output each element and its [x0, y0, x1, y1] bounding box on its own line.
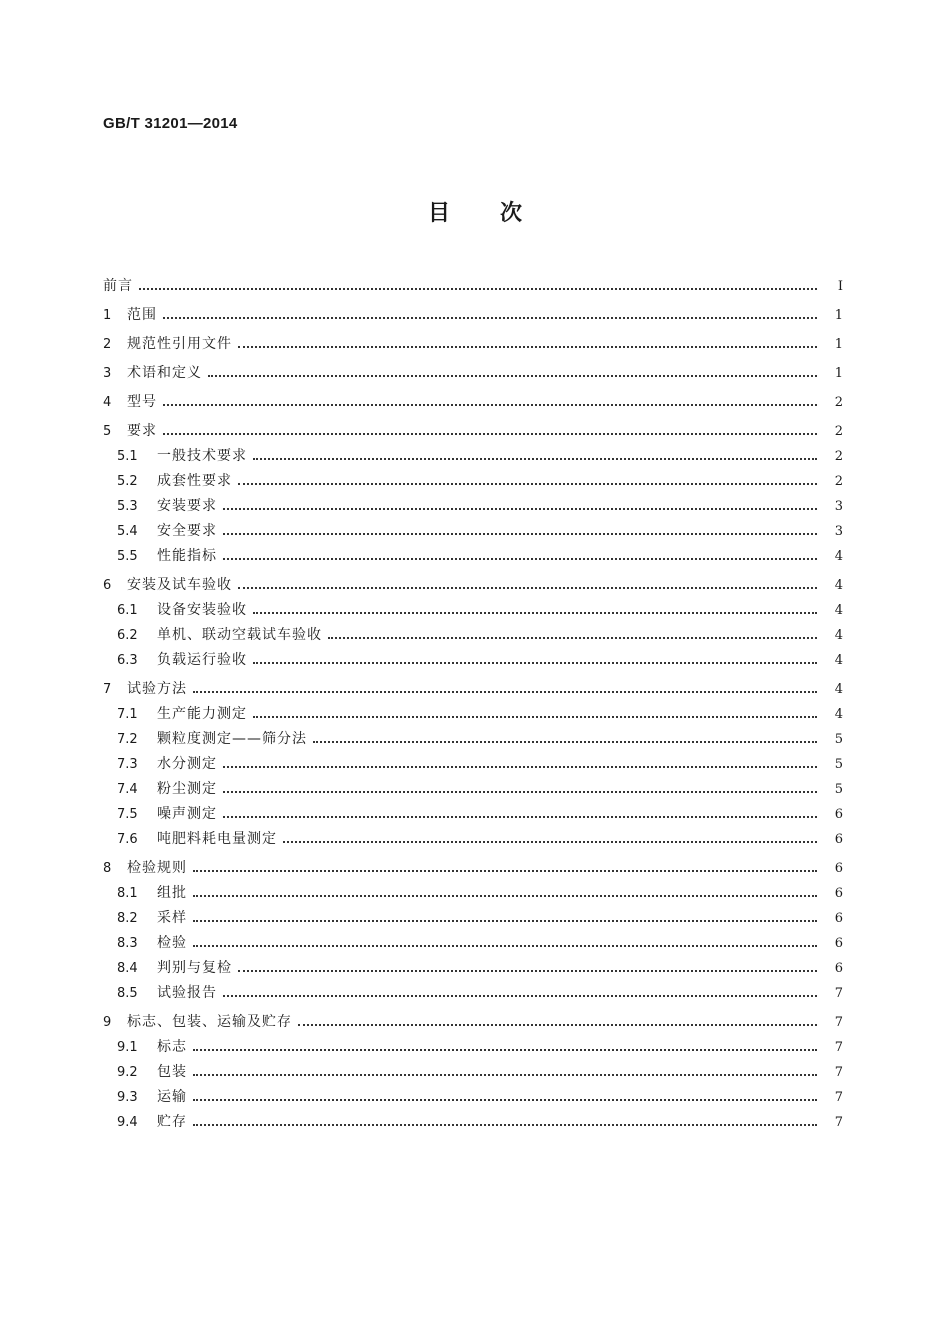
toc-entry[interactable] [103, 702, 843, 727]
toc-entry-number: 1 [103, 308, 112, 323]
dot-leader [253, 457, 817, 460]
toc-entry-number: 5 [103, 424, 112, 439]
toc-entry-page: 7 [834, 1040, 843, 1055]
toc-entry[interactable] [103, 1035, 843, 1060]
toc-entry-number: 4 [103, 395, 112, 410]
toc-entry-number: 9.1 [117, 1040, 138, 1055]
toc-entry-page: 5 [834, 782, 843, 797]
toc-entry[interactable] [103, 1060, 843, 1085]
toc-entry-page: 6 [834, 911, 843, 926]
dot-leader [238, 482, 817, 485]
toc-entry[interactable] [103, 386, 843, 415]
dot-leader [253, 611, 817, 614]
toc-entry-page: 4 [834, 707, 843, 722]
dot-leader [313, 740, 817, 743]
toc-entry-page: 6 [834, 861, 843, 876]
toc-entry-title: 型号 [127, 394, 157, 410]
toc-entry-title: 判别与复检 [157, 960, 232, 976]
dot-leader [193, 1098, 817, 1101]
toc-entry-page: 2 [834, 474, 843, 489]
toc-entry-page: 6 [834, 886, 843, 901]
toc-entry[interactable] [103, 956, 843, 981]
toc-entry-number: 6.1 [117, 603, 138, 618]
toc-entry-page: 3 [834, 524, 843, 539]
toc-entry-title: 颗粒度测定——筛分法 [157, 731, 307, 747]
dot-leader [193, 869, 817, 872]
toc-entry-number: 8.2 [117, 911, 138, 926]
dot-leader [253, 661, 817, 664]
toc-entry-title: 设备安装验收 [157, 602, 247, 618]
toc-entry-page: 1 [834, 308, 843, 323]
toc-entry-title: 包装 [157, 1064, 187, 1080]
toc-entry-number: 6.2 [117, 628, 138, 643]
toc-entry-page: 7 [834, 1065, 843, 1080]
toc-entry[interactable] [103, 802, 843, 827]
dot-leader [193, 894, 817, 897]
toc-entry[interactable] [103, 673, 843, 702]
dot-leader [193, 690, 817, 693]
dot-leader [163, 432, 817, 435]
toc-entry[interactable] [103, 415, 843, 444]
toc-entry[interactable] [103, 328, 843, 357]
toc-entry-number: 5.5 [117, 549, 138, 564]
toc-entry-title: 生产能力测定 [157, 706, 247, 722]
toc-entry-number: 8 [103, 861, 112, 876]
toc-entry-page: 5 [834, 757, 843, 772]
toc-entry-page: 2 [834, 395, 843, 410]
toc-entry-title: 运输 [157, 1089, 187, 1105]
toc-entry-title: 吨肥料耗电量测定 [157, 831, 277, 847]
dot-leader [193, 1048, 817, 1051]
dot-leader [328, 636, 817, 639]
dot-leader [253, 715, 817, 718]
toc-entry-page: 7 [834, 1115, 843, 1130]
toc-entry-title: 安全要求 [157, 523, 217, 539]
toc-entry-title: 前言 [103, 278, 133, 294]
toc-entry[interactable] [103, 852, 843, 881]
toc-entry[interactable] [103, 623, 843, 648]
dot-leader [238, 586, 817, 589]
toc-entry-page: 7 [834, 986, 843, 1001]
toc-entry[interactable] [103, 444, 843, 469]
dot-leader [163, 403, 817, 406]
toc-entry-title: 成套性要求 [157, 473, 232, 489]
toc-entry-page: 5 [834, 732, 843, 747]
toc-entry-title: 范围 [127, 307, 157, 323]
toc-entry-number: 6.3 [117, 653, 138, 668]
toc-entry-number: 8.1 [117, 886, 138, 901]
toc-entry-page: 4 [834, 578, 843, 593]
toc-entry[interactable] [103, 727, 843, 752]
toc-entry-number: 7.4 [117, 782, 138, 797]
toc-entry-number: 7.6 [117, 832, 138, 847]
dot-leader [193, 1073, 817, 1076]
toc-entry-number: 7.1 [117, 707, 138, 722]
toc-entry-title: 规范性引用文件 [127, 336, 232, 352]
toc-entry-title: 试验方法 [127, 681, 187, 697]
toc-entry[interactable] [103, 569, 843, 598]
toc-entry-page: 6 [834, 936, 843, 951]
toc-entry-number: 9 [103, 1015, 112, 1030]
toc-entry-title: 标志、包装、运输及贮存 [127, 1014, 292, 1030]
toc-entry[interactable] [103, 270, 843, 299]
toc-entry-page: Ⅰ [837, 279, 843, 294]
dot-leader [223, 532, 817, 535]
toc-entry-title: 标志 [157, 1039, 187, 1055]
toc-entry[interactable] [103, 777, 843, 802]
toc-entry-number: 7.2 [117, 732, 138, 747]
dot-leader [193, 944, 817, 947]
toc-entry-page: 6 [834, 961, 843, 976]
toc-entry-number: 5.3 [117, 499, 138, 514]
toc-entry-number: 7.5 [117, 807, 138, 822]
toc-entry-page: 1 [834, 337, 843, 352]
toc-entry[interactable] [103, 1110, 843, 1135]
toc-entry[interactable] [103, 357, 843, 386]
dot-leader [208, 374, 817, 377]
dot-leader [223, 815, 817, 818]
toc-entry-title: 试验报告 [157, 985, 217, 1001]
toc-entry[interactable] [103, 1006, 843, 1035]
toc-entry-title: 要求 [127, 423, 157, 439]
toc-entry-title: 组批 [157, 885, 187, 901]
toc-entry-page: 4 [834, 603, 843, 618]
dot-leader [223, 765, 817, 768]
toc-entry-title: 术语和定义 [127, 365, 202, 381]
toc-entry[interactable] [103, 469, 843, 494]
dot-leader [283, 840, 817, 843]
toc-entry-number: 9.4 [117, 1115, 138, 1130]
toc-entry-page: 6 [834, 807, 843, 822]
toc-entry[interactable] [103, 544, 843, 569]
table-of-contents [103, 270, 843, 1135]
toc-entry-title: 采样 [157, 910, 187, 926]
toc-entry-page: 4 [834, 628, 843, 643]
toc-entry[interactable] [103, 299, 843, 328]
toc-entry[interactable] [103, 494, 843, 519]
toc-entry-page: 2 [834, 424, 843, 439]
dot-leader [223, 557, 817, 560]
toc-entry-title: 性能指标 [157, 548, 217, 564]
toc-entry-title: 粉尘测定 [157, 781, 217, 797]
toc-entry-page: 1 [834, 366, 843, 381]
toc-entry[interactable] [103, 981, 843, 1006]
toc-entry[interactable] [103, 931, 843, 956]
toc-entry-number: 8.3 [117, 936, 138, 951]
dot-leader [298, 1023, 817, 1026]
toc-entry[interactable] [103, 648, 843, 673]
toc-entry-title: 噪声测定 [157, 806, 217, 822]
toc-entry-number: 5.4 [117, 524, 138, 539]
toc-entry[interactable] [103, 906, 843, 931]
toc-entry[interactable] [103, 1085, 843, 1110]
toc-entry-number: 3 [103, 366, 112, 381]
dot-leader [238, 345, 817, 348]
toc-entry-number: 8.5 [117, 986, 138, 1001]
toc-entry-number: 5.1 [117, 449, 138, 464]
toc-entry-number: 6 [103, 578, 112, 593]
toc-entry-title: 负载运行验收 [157, 652, 247, 668]
toc-entry-page: 7 [834, 1090, 843, 1105]
toc-entry-number: 7 [103, 682, 112, 697]
dot-leader [223, 507, 817, 510]
toc-entry-page: 4 [834, 653, 843, 668]
toc-entry-title: 检验 [157, 935, 187, 951]
toc-entry-number: 7.3 [117, 757, 138, 772]
toc-entry[interactable] [103, 827, 843, 852]
toc-entry-title: 水分测定 [157, 756, 217, 772]
toc-entry[interactable] [103, 598, 843, 623]
dot-leader [223, 994, 817, 997]
toc-entry-page: 4 [834, 682, 843, 697]
toc-entry-title: 安装及试车验收 [127, 577, 232, 593]
dot-leader [193, 919, 817, 922]
toc-entry-number: 2 [103, 337, 112, 352]
toc-entry[interactable] [103, 519, 843, 544]
toc-entry-title: 贮存 [157, 1114, 187, 1130]
toc-entry-number: 8.4 [117, 961, 138, 976]
toc-entry-page: 3 [834, 499, 843, 514]
dot-leader [163, 316, 817, 319]
toc-entry-number: 9.3 [117, 1090, 138, 1105]
dot-leader [139, 287, 817, 290]
toc-entry-page: 7 [834, 1015, 843, 1030]
toc-entry-title: 检验规则 [127, 860, 187, 876]
toc-entry-number: 5.2 [117, 474, 138, 489]
toc-entry[interactable] [103, 881, 843, 906]
toc-entry-title: 单机、联动空载试车验收 [157, 627, 322, 643]
toc-entry-number: 9.2 [117, 1065, 138, 1080]
toc-entry-page: 4 [834, 549, 843, 564]
toc-entry-page: 2 [834, 449, 843, 464]
standard-number: GB/T 31201—2014 [103, 115, 238, 132]
dot-leader [193, 1123, 817, 1126]
page-title: 目次 [427, 201, 572, 226]
toc-entry-title: 安装要求 [157, 498, 217, 514]
toc-entry[interactable] [103, 752, 843, 777]
dot-leader [223, 790, 817, 793]
dot-leader [238, 969, 817, 972]
toc-entry-page: 6 [834, 832, 843, 847]
toc-entry-title: 一般技术要求 [157, 448, 247, 464]
